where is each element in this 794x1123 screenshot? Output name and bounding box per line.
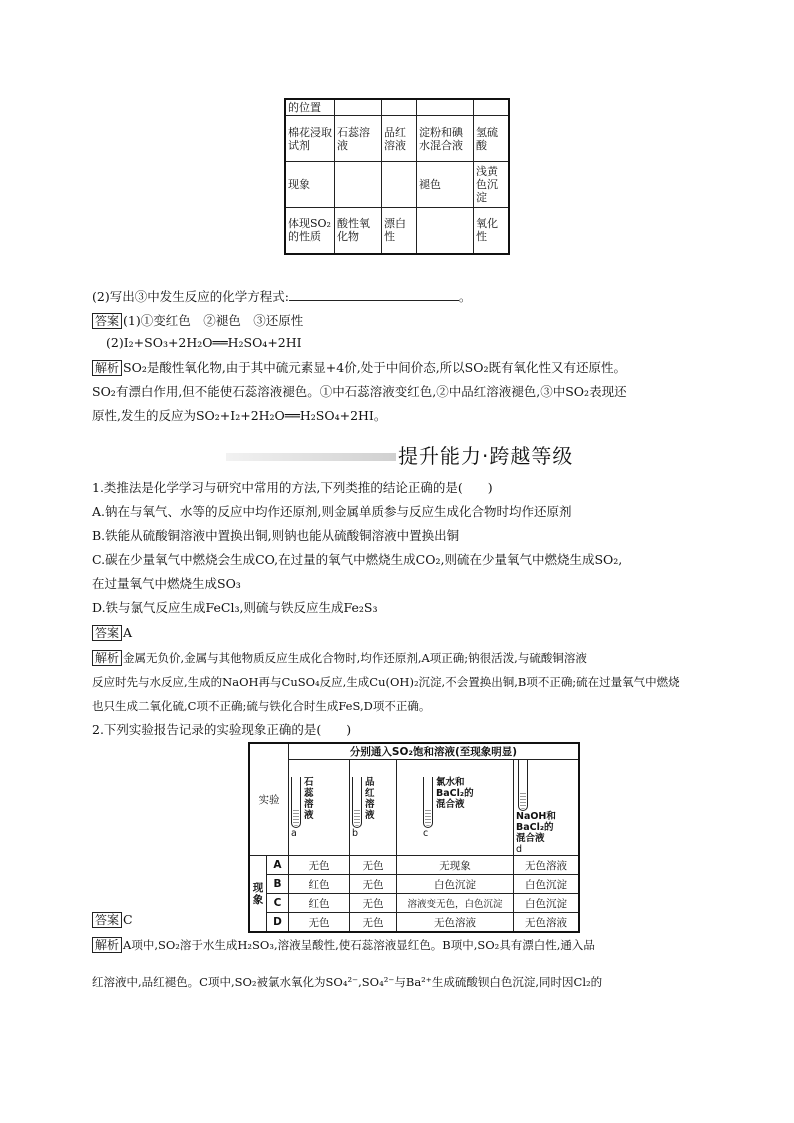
prompt-end: 。: [458, 289, 472, 304]
table-cell: 无色溶液: [514, 856, 580, 875]
row-header: 棉花浸取试剂: [285, 116, 335, 162]
tube-b: [350, 760, 397, 856]
header-top: 分别通入SO₂饱和溶液(至现象明显): [289, 743, 580, 760]
table-cell: [474, 99, 510, 116]
table-cell: 酸性氧化物: [335, 208, 382, 254]
test-tube-icon: [518, 760, 528, 811]
q2-stem: 2.下列实验报告记录的实验现象正确的是( ): [92, 722, 352, 737]
table-cell: 红色: [289, 875, 350, 894]
answer-line: [92, 313, 303, 329]
table-row: [249, 913, 579, 933]
tube-label: 品红溶液: [365, 776, 375, 821]
q1-analysis-2: 反应时先与水反应,生成的NaOH再与CuSO₄反应,生成Cu(OH)₂沉淀,不会置换出铜,B项不正确;硫在过量氧气中燃烧: [92, 675, 680, 689]
tube-letter: b: [352, 827, 359, 839]
q1-option-b: B.铁能从硫酸铜溶液中置换出铜,则钠也能从硫酸铜溶液中置换出铜: [92, 528, 460, 543]
q1-option-c: C.碳在少量氧气中燃烧会生成CO,在过量的氧气中燃烧生成CO₂,则硫在少量氧气中燃烧生成SO₂,: [92, 552, 623, 567]
analysis-line: [92, 360, 626, 376]
table-cell: 无色: [289, 913, 350, 933]
tube-label: 石蕊溶液: [304, 776, 314, 821]
table-row: [249, 743, 579, 760]
table-row: [249, 875, 579, 894]
property-table: [284, 98, 510, 255]
table-cell: 漂白性: [382, 208, 417, 254]
table-cell: [335, 99, 382, 116]
q1-analysis: [92, 650, 587, 666]
table-cell: 红色: [289, 894, 350, 913]
table-cell: 褪色: [417, 162, 474, 208]
table-cell: 氧化性: [474, 208, 510, 254]
table-cell: 无色: [350, 913, 397, 933]
section-title: 提升能力·跨越等级: [398, 444, 574, 468]
tube-letter: d: [516, 844, 523, 855]
q1-stem: 1.类推法是化学学习与研究中常用的方法,下列类推的结论正确的是( ): [92, 480, 493, 495]
prompt-text: (2)写出③中发生反应的化学方程式:: [92, 289, 289, 304]
table-row: [285, 208, 509, 254]
question-prompt: [92, 288, 471, 305]
table-cell: 无色: [350, 856, 397, 875]
analysis-text: 金属无负价,金属与其他物质反应生成化合物时,均作还原剂,A项正确;钠很活泼,与硫酸铜溶液: [123, 651, 587, 665]
row-header: 体现SO₂的性质: [285, 208, 335, 254]
q1-answer: [92, 625, 132, 641]
analysis-tag: 解析: [92, 650, 122, 666]
answer-tag: 答案: [92, 625, 122, 641]
answer-tag: 答案: [92, 313, 122, 329]
opt-label: D: [267, 913, 289, 933]
q1-option-a: A.钠在与氧气、水等的反应中均作还原剂,则金属单质参与反应生成化合物时均作还原剂: [92, 504, 572, 519]
analysis-text: SO₂是酸性氧化物,由于其中硫元素显+4价,处于中间价态,所以SO₂既有氧化性又有还原性。: [123, 360, 627, 375]
table-cell: 无现象: [397, 856, 514, 875]
opt-label: B: [267, 875, 289, 894]
tube-label: 氯水和BaCl₂的混合液: [436, 776, 474, 810]
answer-tag: 答案: [92, 912, 122, 928]
analysis-line-3: 原性,发生的反应为SO₂+I₂+2H₂O══H₂SO₄+2HI。: [92, 408, 387, 423]
answer-text: A: [123, 625, 133, 640]
q2-analysis-2: 红溶液中,品红褪色。C项中,SO₂被氯水氧化为SO₄²⁻,SO₄²⁻与Ba²⁺生成硫酸钡白色沉淀,同时因Cl₂的: [92, 975, 603, 989]
test-tube-icon: [291, 777, 301, 828]
q2-analysis: [92, 937, 595, 953]
label-phen: 现象: [249, 856, 267, 933]
table-cell: 品红溶液: [382, 116, 417, 162]
table-row: [249, 894, 579, 913]
test-tube-icon: [352, 777, 362, 828]
row-header: 的位置: [285, 99, 335, 116]
table-cell: 淀粉和碘水混合液: [417, 116, 474, 162]
experiment-table: [248, 742, 580, 933]
table-cell: 白色沉淀: [514, 875, 580, 894]
q2-answer: [92, 912, 133, 928]
q1-option-c-cont: 在过量氧气中燃烧生成SO₃: [92, 576, 241, 591]
answer-blank: [289, 288, 459, 301]
table-row: [285, 162, 509, 208]
table-cell: 无色: [289, 856, 350, 875]
table-cell: 无色: [350, 875, 397, 894]
table-row: [285, 99, 509, 116]
table-row: [249, 856, 579, 875]
table-cell: 白色沉淀: [514, 894, 580, 913]
analysis-tag: 解析: [92, 360, 122, 376]
answer-text: C: [123, 912, 133, 927]
opt-label: A: [267, 856, 289, 875]
analysis-tag: 解析: [92, 937, 122, 953]
table-cell: 溶液变无色，白色沉淀: [397, 894, 514, 913]
tube-row: [249, 760, 579, 856]
table-cell: 无色: [350, 894, 397, 913]
table-row: [285, 116, 509, 162]
tube-a: [289, 760, 350, 856]
analysis-line-2: SO₂有漂白作用,但不能使石蕊溶液褪色。①中石蕊溶液变红色,②中品红溶液褪色,③中SO₂表现还: [92, 384, 627, 399]
tube-label: NaOH和BaCl₂的混合液: [516, 811, 556, 844]
answer-line-2: (2)I₂+SO₃+2H₂O══H₂SO₄+2HI: [106, 335, 302, 350]
section-bar: [226, 453, 396, 461]
tube-letter: a: [291, 827, 297, 839]
label-exp: 实验: [249, 743, 289, 856]
row-header: 现象: [285, 162, 335, 208]
table-cell: [335, 162, 382, 208]
table-cell: [382, 162, 417, 208]
section-header: [226, 440, 686, 470]
table-cell: 白色沉淀: [397, 875, 514, 894]
tube-c: [397, 760, 514, 856]
table-cell: [382, 99, 417, 116]
table-cell: 浅黄色沉淀: [474, 162, 510, 208]
table-cell: 无色溶液: [514, 913, 580, 933]
opt-label: C: [267, 894, 289, 913]
table-cell: [417, 99, 474, 116]
table-cell: 石蕊溶液: [335, 116, 382, 162]
q1-analysis-3: 也只生成二氧化硫,C项不正确;硫与铁化合时生成FeS,D项不正确。: [92, 699, 431, 713]
answer-text: (1)①变红色 ②褪色 ③还原性: [123, 313, 304, 328]
tube-d: [514, 760, 580, 856]
table-cell: [417, 208, 474, 254]
tube-letter: c: [423, 827, 429, 839]
test-tube-icon: [423, 777, 433, 828]
analysis-text: A项中,SO₂溶于水生成H₂SO₃,溶液呈酸性,使石蕊溶液显红色。B项中,SO₂具有漂白性,通入品: [123, 938, 595, 952]
table-cell: 无色溶液: [397, 913, 514, 933]
q1-option-d: D.铁与氯气反应生成FeCl₃,则硫与铁反应生成Fe₂S₃: [92, 600, 378, 615]
table-cell: 氢硫酸: [474, 116, 510, 162]
